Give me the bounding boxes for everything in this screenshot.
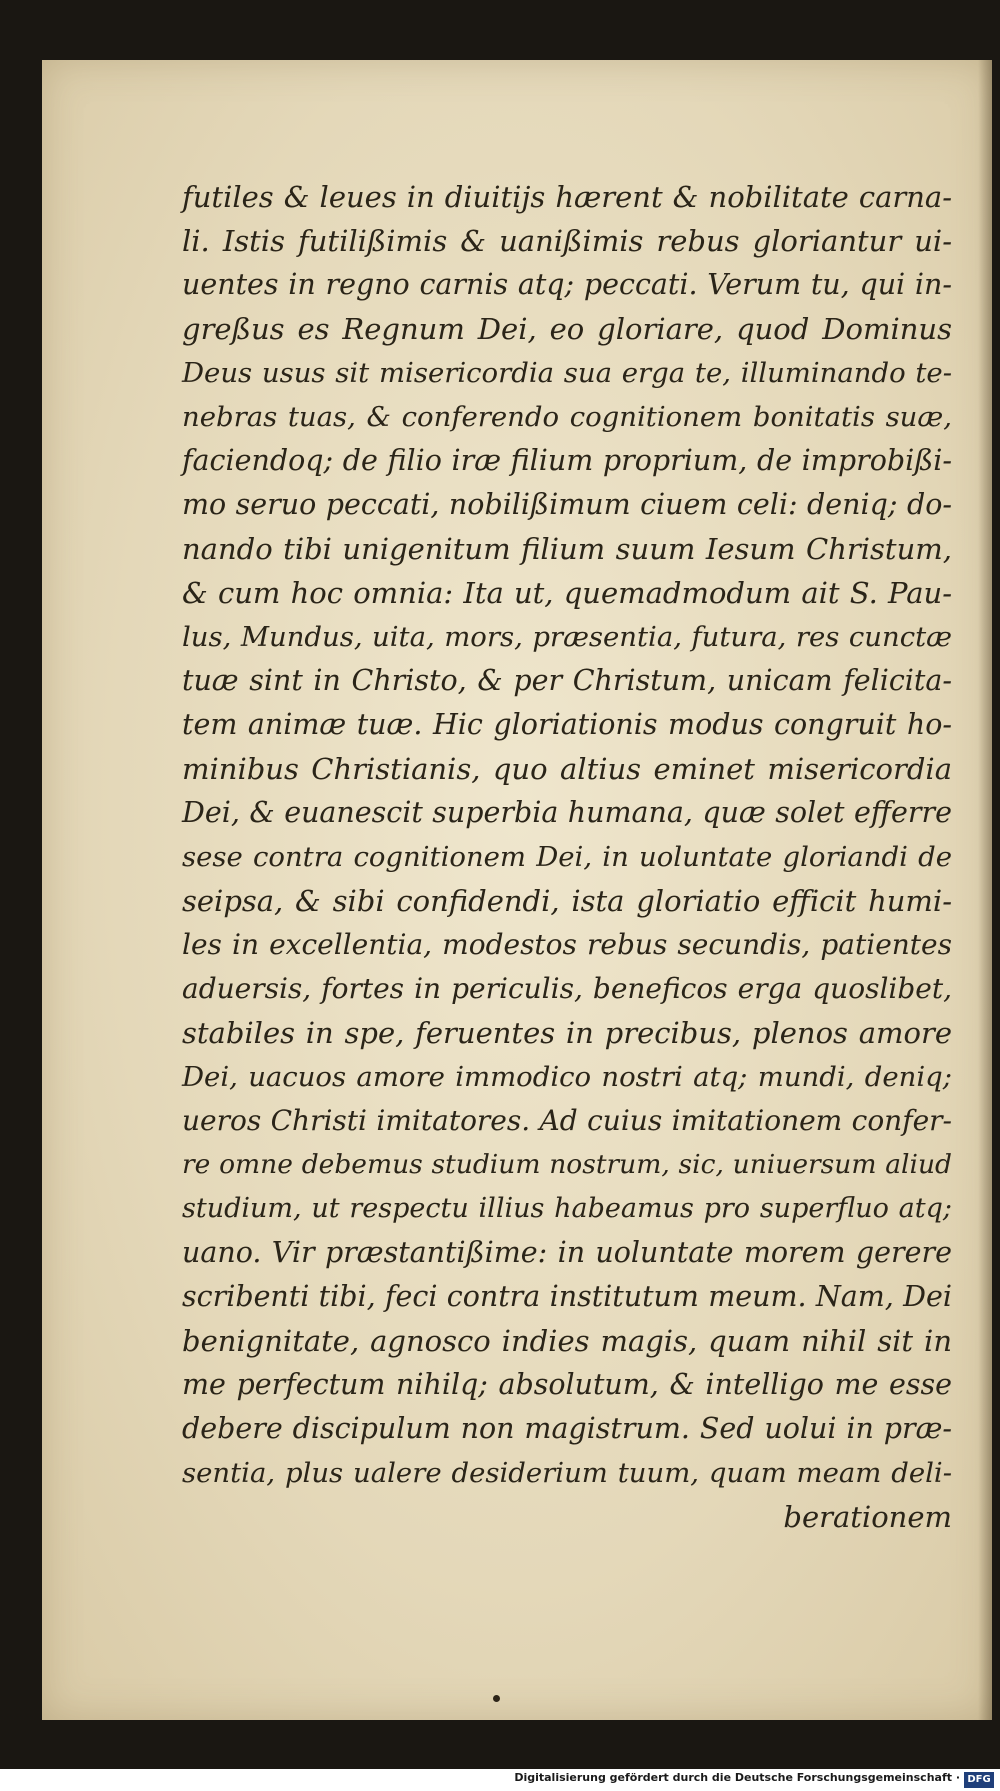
text-line: Deus usus sit misericordia sua erga te, illuminando te- bbox=[182, 357, 952, 389]
text-line: Dei, uacuos amore immodico nostri atq; mundi, deniq; bbox=[182, 1061, 952, 1093]
text-line: greßus es Regnum Dei, eo gloriare, quod Dominus bbox=[182, 312, 952, 346]
text-line: re omne debemus studium nostrum, sic, uniuersum aliud bbox=[182, 1149, 952, 1180]
text-line: uentes in regno carnis atq; peccati. Verum tu, qui in- bbox=[182, 268, 952, 301]
text-line: & cum hoc omnia: Ita ut, quemadmodum ait S. Pau- bbox=[182, 576, 952, 610]
book-page bbox=[42, 60, 992, 1720]
text-line: seipsa, & sibi confidendi, ista gloriatio efficit humi- bbox=[182, 884, 952, 918]
text-line: aduersis, fortes in periculis, beneficos erga quoslibet, bbox=[182, 972, 952, 1005]
dfg-logo: DFG bbox=[964, 1772, 994, 1788]
text-line: uano. Vir præstantißime: in uoluntate morem gerere bbox=[182, 1236, 952, 1269]
text-line: studium, ut respectu illius habeamus pro superfluo atq; bbox=[182, 1193, 952, 1224]
text-line: me perfectum nihilq; absolutum, & intelligo me esse bbox=[182, 1368, 952, 1401]
text-line: debere discipulum non magistrum. Sed uolui in præ- bbox=[182, 1412, 952, 1445]
signature-mark bbox=[493, 1695, 500, 1702]
catchword: berationem bbox=[783, 1500, 952, 1534]
text-line: tuæ sint in Christo, & per Christum, unicam felicita- bbox=[182, 664, 952, 697]
text-line: Dei, & euanescit superbia humana, quæ solet efferre bbox=[182, 796, 952, 829]
text-line: stabiles in spe, feruentes in precibus, plenos amore bbox=[182, 1016, 952, 1050]
text-line: futiles & leues in diuitijs hærent & nobilitate carna- bbox=[182, 180, 952, 214]
page-edge-shadow bbox=[978, 60, 992, 1720]
text-line: li. Istis futilißimis & uanißimis rebus gloriantur ui- bbox=[182, 224, 952, 258]
text-line: scribenti tibi, feci contra institutum meum. Nam, Dei bbox=[182, 1280, 952, 1313]
text-line: benignitate, agnosco indies magis, quam nihil sit in bbox=[182, 1324, 952, 1358]
digitization-footer bbox=[0, 1769, 1000, 1791]
text-line: minibus Christianis, quo altius eminet misericordia bbox=[182, 752, 952, 786]
body-text bbox=[182, 175, 952, 1539]
text-line: les in excellentia, modestos rebus secundis, patientes bbox=[182, 928, 952, 961]
text-line: sese contra cognitionem Dei, in uoluntate gloriandi de bbox=[182, 841, 952, 873]
text-line: tem animæ tuæ. Hic gloriationis modus congruit ho- bbox=[182, 708, 952, 741]
text-line: sentia, plus ualere desiderium tuum, quam meam deli- bbox=[182, 1457, 952, 1489]
dfg-credit: Digitalisierung gefördert durch die Deutsche Forschungsgemeinschaft · bbox=[514, 1771, 960, 1784]
text-line: faciendoq; de filio iræ filium proprium, de improbißi- bbox=[182, 444, 952, 477]
text-line: nebras tuas, & conferendo cognitionem bonitatis suæ, bbox=[182, 401, 952, 433]
text-line: mo seruo peccati, nobilißimum ciuem celi: deniq; do- bbox=[182, 488, 952, 521]
text-line: lus, Mundus, uita, mors, præsentia, futura, res cunctæ bbox=[182, 621, 952, 653]
text-line: ueros Christi imitatores. Ad cuius imitationem confer- bbox=[182, 1104, 952, 1137]
text-line: nando tibi unigenitum filium suum Iesum Christum, bbox=[182, 532, 952, 566]
